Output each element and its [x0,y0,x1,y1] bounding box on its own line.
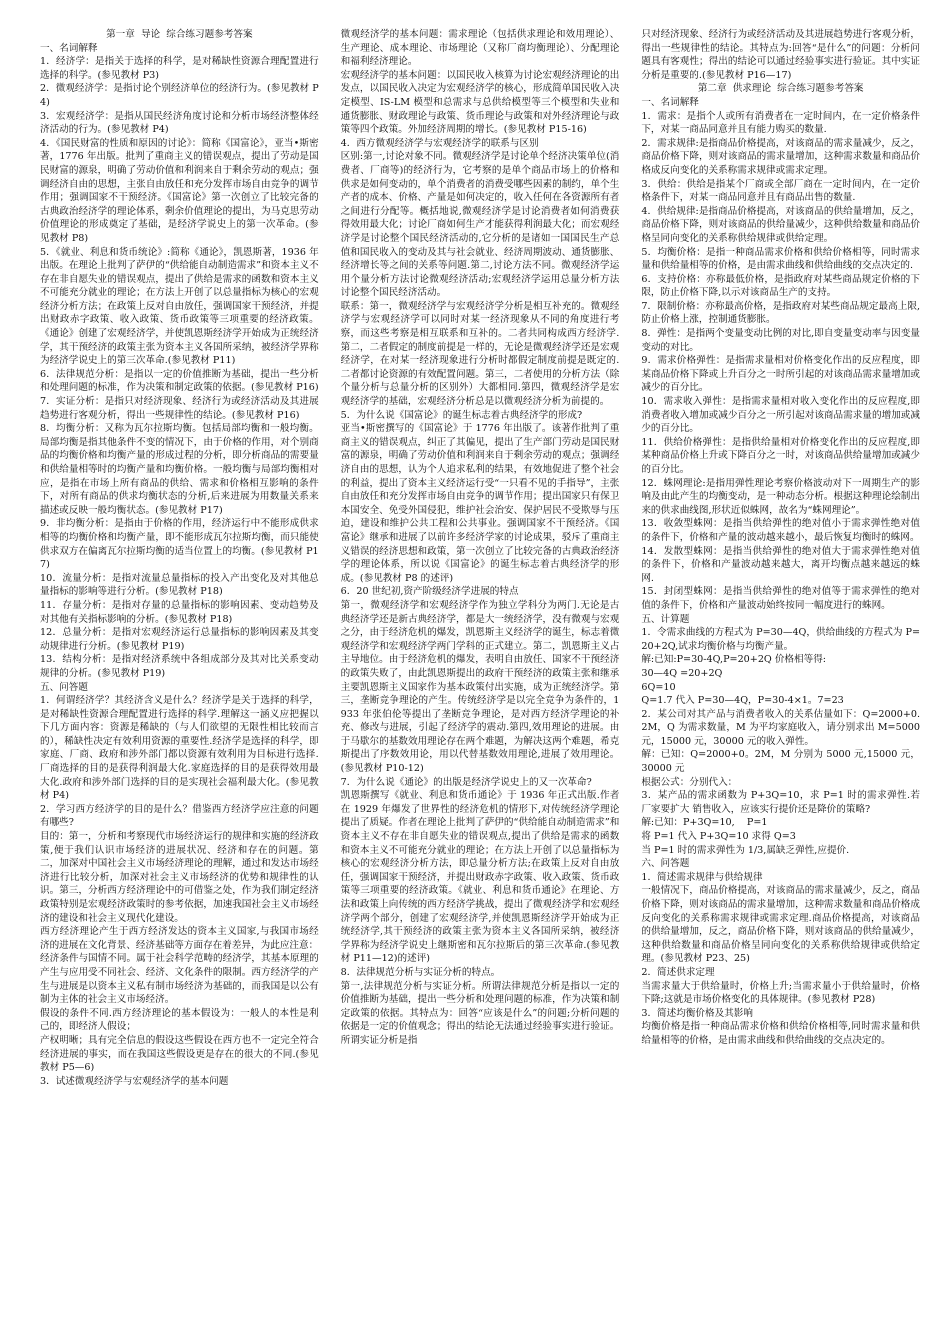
paragraph: Q=1.7 代入 P=30—4Q，P=30-4×1。7=23 [641,695,844,707]
paragraph: 5．为什么说《国富论》的诞生标志着古典经济学的形成? [340,409,583,421]
paragraph: 8．弹性：是指两个变量变动比例的对比,即自变量变动率与因变量变动的对比。 [641,328,921,353]
paragraph: 5．均衡价格：是指一种商品需求价格和供给价格相等，同时需求量和供给量相等的价格，是由需求曲线和供给曲线的交点决定的. [641,246,921,272]
paragraph: 11．供给价格弹性：是指供给量相对价格变化作出的反应程度,即某种商品价格上升或下降百分之一时，对该商品供给量增加或减少的百分比。 [641,436,921,475]
paragraph: 2．微观经济学：是指讨论个别经济单位的经济行为。(参见教材 P4) [40,83,319,108]
paragraph: 解：已知：Q=2000+0。2M，M 分别为 5000 元,15000 元，30000 元 [641,749,921,775]
paragraph: 解:已知:P=30-4Q,P=20+2Q 价格相等得: [641,654,827,666]
paragraph: 联系：第一，微观经济学与宏观经济学分析是相互补充的。微观经济学与宏观经济学可以同时对某一经济现象从不同的角度进行考察，而这些考察是相互联系和互补的。二者共同构成西方经济学.第二，二者假定的制度前提是一样的，无论是微观经济学还是宏观经济学，在对某一经济现象进行分析时都假定制度前提是既定的.二者都讨论资源的有效配置问题。第三，二者使用的分析方法（除个量分析与总量分析的区别外）大都相同.第四，微观经济学是宏观经济学的基础，宏观经济分析总是以微观经济分析为前提的。 [340,300,620,408]
paragraph: 将 P=1 代入 P+3Q=10 求得 Q=3 [641,831,796,843]
paragraph: 7．限制价格：亦称最高价格，是指政府对某些商品规定最高上限,防止价格上涨，控制通货膨胀。 [641,300,921,326]
paragraph: 1．令需求曲线的方程式为 P=30—4Q，供给曲线的方程式为 P=20+2Q,试求均衡价格与均衡产量。 [641,627,921,652]
paragraph: 3．供给：供给是指某个厂商或全部厂商在一定时间内，在一定价格条件下，对某一商品同意并且有商品出售的数量. [641,178,921,204]
paragraph: 3．简述均衡价格及其影响 [641,1007,753,1019]
paragraph: 1．简述需求规律与供给规律 [641,871,763,883]
paragraph: 2．需求规律:是指商品价格提高，对该商品的需求量减少，反之，商品价格下降，则对该商品的需求量增加，这种需求数量和商品价格成反向变化的关系称需求规律或需求定理。 [641,137,921,176]
paragraph: 6．法律规范分析：是指以一定的价值推断为基础，提出一些分析和处理问题的标准，作为决策和制定政策的依据。(参见教材 P16) [40,368,319,394]
paragraph: 经济条件与国情不同。属于社会科学范畴的经济学，其基本原理的产生与应用受不同社会、经济、文化条件的限制。西方经济学的产生与进展是以资本主义私有制市场经济为基础的，而我国是以公有制为主体的社会主义市场经济。 [40,953,319,1006]
paragraph: 微观经济学的基本问题：需求理论（包括供求理论和效用理论）、生产理论、成本理论、市场理论（又称厂商均衡理论）、分配理论和福利经济理论。 [340,29,620,68]
paragraph: 区别:第一,讨论对象不同。微观经济学是讨论单个经济决策单位(消费者、厂商等)的经济行为，它考察的是单个商品市场上的价格和供求是如何变动的，单个消费者的消费受哪些因素的制约，单个生产者的成本、价格、产量是如何决定的，收入任何在各资源所有者之间进行分配等。概括地说,微观经济学是讨论消费者如何消费获得效用最大化；讨论厂商如何生产才能获得利润最大化；而宏观经济学是讨论整个国民经济活动的,它分析的是诸如一国国民生产总值和国民收入的变动及其与社会就业、经济周期波动、通货膨胀、经济增长等之间的关系等问题.第二,讨论方法不同。微观经济学运用个量分析方法讨论微观经济活动;宏观经济学运用总量分析方法讨论整个国民经济活动。 [340,151,620,299]
paragraph: 六、问答题 [641,858,690,870]
paragraph: 4．供给规律:是指商品价格提高，对该商品的供给量增加，反之，商品价格下降，则对该商品的供给量减少，这种供给数量和商品价格呈同向变化的关系称供给规律或供给定理。 [641,205,921,244]
paragraph: 4．《国民财富的性质和原因的讨论》：简称《国富论》，亚当•斯密著，1776 年出版。批判了重商主义的错误观点，提出了劳动是国民财富的源泉，明确了劳动价值和利润来自于剩余劳动的观点；强调经济自由的思想，主张自由放任和充分发挥市场自由竞争的调节作用；强调国家不干预经济。《国富论》第一次创立了比较完备的古典政治经济学的理论体系，剩余价值理论的提出，为马克思劳动价值理论的形成奠定了基础，是经济学说史上的第一次革命。(参见教材 P8) [40,137,319,244]
paragraph: 当 P=1 时的需求弹性为 1/3,属缺乏弹性,应提价. [641,844,850,856]
paragraph: 6．支持价格：亦称最低价格，是指政府对某些商品规定价格的下限，防止价格下降,以示对该商品生产的支持。 [641,273,921,299]
paragraph: 13．结构分析：是指对经济系统中各组成部分及其对比关系变动规律的分析。(参见教材 P19) [40,654,319,679]
paragraph: 根据公式：分别代入： [641,776,738,788]
paragraph: 5．《就业、利息和货币统论》:简称《通论》，凯恩斯著，1936 年出版。在理论上批判了萨伊的“供给能自动制造需求”和资本主义不存在非自愿失业的错误观点，提出了供给是需求的函数和资本主义不可能充分就业的理论；在方法上开创了以总量指标为核心的宏观经济分析方法；在政策上反对自由放任，强调国家干预经济，并提出财政赤字政策、收入政策、货币政策等三项重要的经济政策。《通论》创建了宏观经济学，并使凯恩斯经济学开始成为正统经济学，其干预经济的政策主张为资本主义各国所采纳，被经济学界称为经济学说史上的第三次革命.(参见教材 P11) [40,246,319,367]
paragraph: 第一,法律规范分析与实证分析。所谓法律规范分析是指以一定的价值推断为基础，提出一些分析和处理问题的标准，作为决策和制定政策的依据。其特点为：回答“应该是什么”的问题;分析问题的依据是一定的价值观念；得出的结论无法通过经验事实进行验证。所谓实证分析是指 [340,980,620,1046]
paragraph: 2．简述供求定理 [641,966,715,978]
paragraph: 3．宏观经济学：是指从国民经济角度讨论和分析市场经济整体经济活动的行为。(参见教材 P4) [40,110,319,136]
paragraph: 6Q=10 [641,681,676,693]
paragraph: 2．某公司对其产品与消费者收入的关系估量如下：Q=2000+0.2M，Q 为需求数量，M 为平均家庭收入，请分别求出 M=5000 元，15000 元，30000 元的收入弹性。 [641,708,924,747]
paragraph: 宏观经济学的基本问题：以国民收入核算为讨论宏观经济理论的出发点，以国民收入决定为宏观经济学的核心，形成简单国民收入决定模型、IS-LM 模型和总需求与总供给模型等三个模型和失业和通货膨胀、财政理论与政策、货币理论与政策和对外经济理论与政策等四个政策。外加经济周期的增长。(参见教材 P15-16) [340,69,620,136]
paragraph: 6．20 世纪初,资产阶级经济学进展的特点 [340,586,519,598]
paragraph: 均衡价格是指一种商品需求价格和供给价格相等,同时需求量和供给量相等的价格，是由需求曲线和供给曲线的交点决定的。 [641,1021,921,1046]
paragraph: 解:已知：P+3Q=10, P=1 [641,817,768,829]
chapter-heading: 第一章 导论 综合练习题参考答案 [106,29,253,40]
text-column-1 [40,28,319,1324]
paragraph: 1．经济学：是指关于选择的科学，是对稀缺性资源合理配置进行选择的科学。(参见教材 P3) [40,56,319,81]
paragraph: 目的：第一，分析和考察现代市场经济运行的规律和实施的经济政策,便于我们认识市场经济的进展状况、经济和存在的问题。第二，加深对中国社会主义市场经济理论的理解，通过和发达市场经济进行比较分析，加深对社会主义市场经济的优势和规律性的认识。第三，分析西方经济理论中的可借鉴之处，作为我们制定经济政策特别是宏观经济政策时的参考依据，加速我国社会主义市场经济的建设和社会主义现代化建设。 [40,831,319,924]
paragraph: 15．封闭型蛛网：是指当供给弹性的绝对值等于需求弹性的绝对值的条件下，价格和产量波动始终按同一幅度进行的蛛网。 [641,586,921,611]
paragraph: 一、名词解释 [641,96,699,108]
paragraph: 14．发散型蛛网：是指当供给弹性的绝对值大于需求弹性绝对值的条件下，价格和产量波动越来越大，离开均衡点越来越远的蛛网. [641,545,921,584]
paragraph: 10．流量分析：是指对流量总量指标的投入产出变化及对其他总量指标的影响等进行分析。(参见教材 P18) [40,572,319,598]
paragraph: 30—4Q =20+2Q [641,667,723,679]
paragraph: 1．何谓经济学？其经济含义是什么？经济学是关于选择的科学，是对稀缺性资源合理配置进行选择的科学.理解这一涵义应把握以下几方面内容：资源是稀缺的（与人们欲望的无限性相比较而言的），稀缺性决定有效利用资源的重要性.经济学是选择的科学，即家庭、厂商、政府和涉外部门都以资源有效利用为目标进行选择.厂商选择的目的是获得利润最大化.家庭选择的目的是获得效用最大化.政府和涉外部门选择的目的是实现社会福利最大化。(参见教材 P4) [40,695,319,802]
paragraph: 13．收敛型蛛网：是指当供给弹性的绝对值小于需求弹性绝对值的条件下，价格和产量的波动越来越小，最后恢复均衡时的蛛网。 [641,518,921,543]
paragraph: 9．需求价格弹性：是指需求量相对价格变化作出的反应程度，即某商品价格下降或上升百分之一时所引起的对该商品需求量增加或减少的百分比。 [641,355,921,394]
paragraph: 12．蛛网理论:是指用弹性理论考察价格波动对下一周期生产的影响及由此产生的均衡变动，是一种动态分析。根据这种理论绘制出来的供求曲线图,形状近似蛛网，故名为“蛛网理论”。 [641,477,921,516]
paragraph: 4．西方微观经济学与宏观经济学的联系与区别 [340,137,539,149]
paragraph: 西方经济理论产生于西方经济发达的资本主义国家,与我国市场经济的进展在文化背景、经济基础等方面存在着差异，为此应注意： [40,926,319,951]
paragraph: 7．为什么说《通论》的出版是经济学说史上的又一次革命? [340,776,592,788]
paragraph: 3．某产品的需求函数为 P+3Q=10，求 P=1 时的需求弹性.若厂家要扩大 销售收入，应该实行提价还是降价的策略? [641,790,921,815]
paragraph: 3．试述微观经济学与宏观经济学的基本问题 [40,1075,229,1087]
paragraph: 亚当•斯密撰写的《国富论》于 1776 年出版了。该著作批判了重商主义的错误观点，纠正了其偏见，提出了生产部门劳动是国民财富的源泉，明确了劳动价值和利润来自于剩余劳动的观点；强调经济自由的思想，认为个人追求私利的结果，有效地促进了整个社会的利益，提出了资本主义经济运行受“一只看不见的手指导”，主张自由放任和充分发挥市场自由竞争的调节作用；提出国家只有保卫本国安全、免受外国侵犯，维护社会治安、保护居民不受欺辱与压迫，建设和维护公共工程和公共事业。强调国家不干预经济。《国富论》继承和进展了以前许多经济学家的讨论成果，驳斥了重商主义错误的经济思想和政策，第一次创立了比较完备的古典政治经济学的理论体系，所以说《国富论》的诞生标志着古典经济学的形成。(参见教材 P8 的述评) [340,423,620,584]
paragraph: 12．总量分析：是指对宏观经济运行总量指标的影响因素及其变动规律进行分析。(参见教材 P19) [40,627,319,652]
text-column-2 [341,28,620,1324]
paragraph: 一、名词解释 [40,42,98,54]
paragraph: 8．法律规范分析与实证分析的特点。 [340,966,501,978]
paragraph: 第一，微观经济学和宏观经济学作为独立学科分为两门.无论是古典经济学还是新古典经济学，都是大一统经济学，没有微观与宏观之分，由于经济危机的爆发，凯恩斯主义经济学的诞生，标志着微观经济学和宏观经济学两门学科的正式建立。第二，凯恩斯主义占主导地位。由于经济危机的爆发，表明自由放任、国家不干预经济的政策失败了，由此凯恩斯提出的政府干预经济的政策主张和继承主要凯恩斯主义国家作为基本政策付出实施，成为正统经济学。第三，垄断竞争理论的产生。传统经济学是以完全竞争为条件的，1933 年张伯伦等提出了垄断竞争理论，是对西方经济学理论的补充、修改与进展，引起了经济学的震动.第四,效用理论的进展。由于马歇尔的基数效用理论存在两个难题，为解决这两个难题，希克斯提出了序数效用论，用以代替基数效用理论,进展了效用理论。(参见教材 P10-12) [340,599,620,775]
paragraph: 产权明晰；具有完全信息的假设这些假设在西方也不一定完全符合经济进展的事实，而在我国这些假设更是存在的很大的不同.(参见教材 P5—6) [40,1034,319,1074]
paragraph: 11．存量分析：是指对存量的总量指标的影响因素、变动趋势及对其他有关指标影响的分析。(参见教材 P18) [40,599,319,625]
paragraph: 7．实证分析：是指只对经济现象、经济行为或经济活动及其进展趋势进行客观分析，得出一些规律性的结论。(参见教材 P16) [40,396,319,421]
paragraph: 1．需求：是指个人或所有消费者在一定时间内，在一定价格条件下，对某一商品同意并且有能力购买的数量. [641,110,921,136]
paragraph: 只对经济现象、经济行为或经济活动及其进展趋势进行客观分析，得出一些规律性的结论。其特点为:回答“是什么”的问题：分析问题具有客观性；得出的结论可以通过经验事实进行验证。其中实证分析是重要的.(参见教材 P16—17) [641,29,921,81]
paragraph: 2．学习西方经济学的目的是什么？借鉴西方经济学应注意的问题有哪些? [40,803,319,829]
paragraph: 假设的条件不同.西方经济理论的基本假设为：一般人的本性是利己的，即经济人假设； [40,1007,319,1033]
paragraph: 8．均衡分析：又称为瓦尔拉斯均衡。包括局部均衡和一般均衡。局部均衡是指其他条件不变的情况下，由于价格的作用，对个别商品的均衡价格和均衡产量的形成过程的分析，即分析商品的需要量和供给量相等时的均衡产量和均衡价格。一般均衡与局部均衡相对应，是指在市场上所有商品的供给、需求和价格相互影响的条件下，对所有商品的供求均衡状态的分析,后来进展为用数量关系来描述或反映一般均衡状态。(参见教材 P17) [40,423,319,516]
paragraph: 凯恩斯撰写《就业、利息和货币通论》于 1936 年正式出版.作者在 1929 年爆发了世界性的经济危机的情形下,对传统经济学理论提出了质疑。作者在理论上批判了萨伊的“供给能自动制造需求”和资本主义不存在非自愿失业的错误观点,提出了供给是需求的函数和资本主义不可能充分就业的理论；在方法上开创了以总量指标为核心的宏观经济分析方法，即总量分析方法;在政策上反对自由放任，强调国家干预经济，并提出财政赤字政策、收入政策、货币政策等三项重要的经济政策。《就业、利息和货币通论》在理论、方法和政策上向传统的西方经济学挑战，提出了微观经济学和宏观经济学两个部分，创建了宏观经济学,并使凯恩斯经济学开始成为正统经济学,其干预经济的政策主张为资本主义各国所采纳，被经济学界称为经济学说史上继斯密和瓦尔拉斯后的第三次革命.(参见教材 P11—12)的述评) [340,790,620,965]
paragraph: 五、计算题 [641,613,690,625]
paragraph: 10．需求收入弹性：是指需求量相对收入变化作出的反应程度,即消费者收入增加或减少百分之一所引起对该商品需求量的增加或减少的百分比。 [641,396,921,435]
paragraph: 五、问答题 [40,681,88,693]
chapter-heading: 第二章 供求理论 综合练习题参考答案 [697,83,864,95]
paragraph: 一般情况下，商品价格提高，对该商品的需求量减少，反之，商品价格下降，则对该商品的需求量增加，这种需求数量和商品价格成反向变化的关系称需求规律或需求定理.商品价格提高，对该商品的供给量增加，反之，商品价格下降，则对该商品的供给量减少，这种供给数量和商品价格呈同向变化的关系称供给规律或供给定理。(参见教材 P23、25) [641,885,921,965]
text-column-3 [641,28,924,1324]
paragraph: 9．非均衡分析：是指由于价格的作用，经济运行中不能形成供求相等的均衡价格和均衡产量，即不能形成瓦尔拉斯均衡，而只能使供求双方在偏离瓦尔拉斯均衡的适当位置上的均衡。(参见教材 P17) [40,518,319,571]
paragraph: 当需求量大于供给量时，价格上升;当需求量小于供给量时，价格下降;这就是市场价格变化的具体规律。(参见教材 P28) [641,980,921,1006]
